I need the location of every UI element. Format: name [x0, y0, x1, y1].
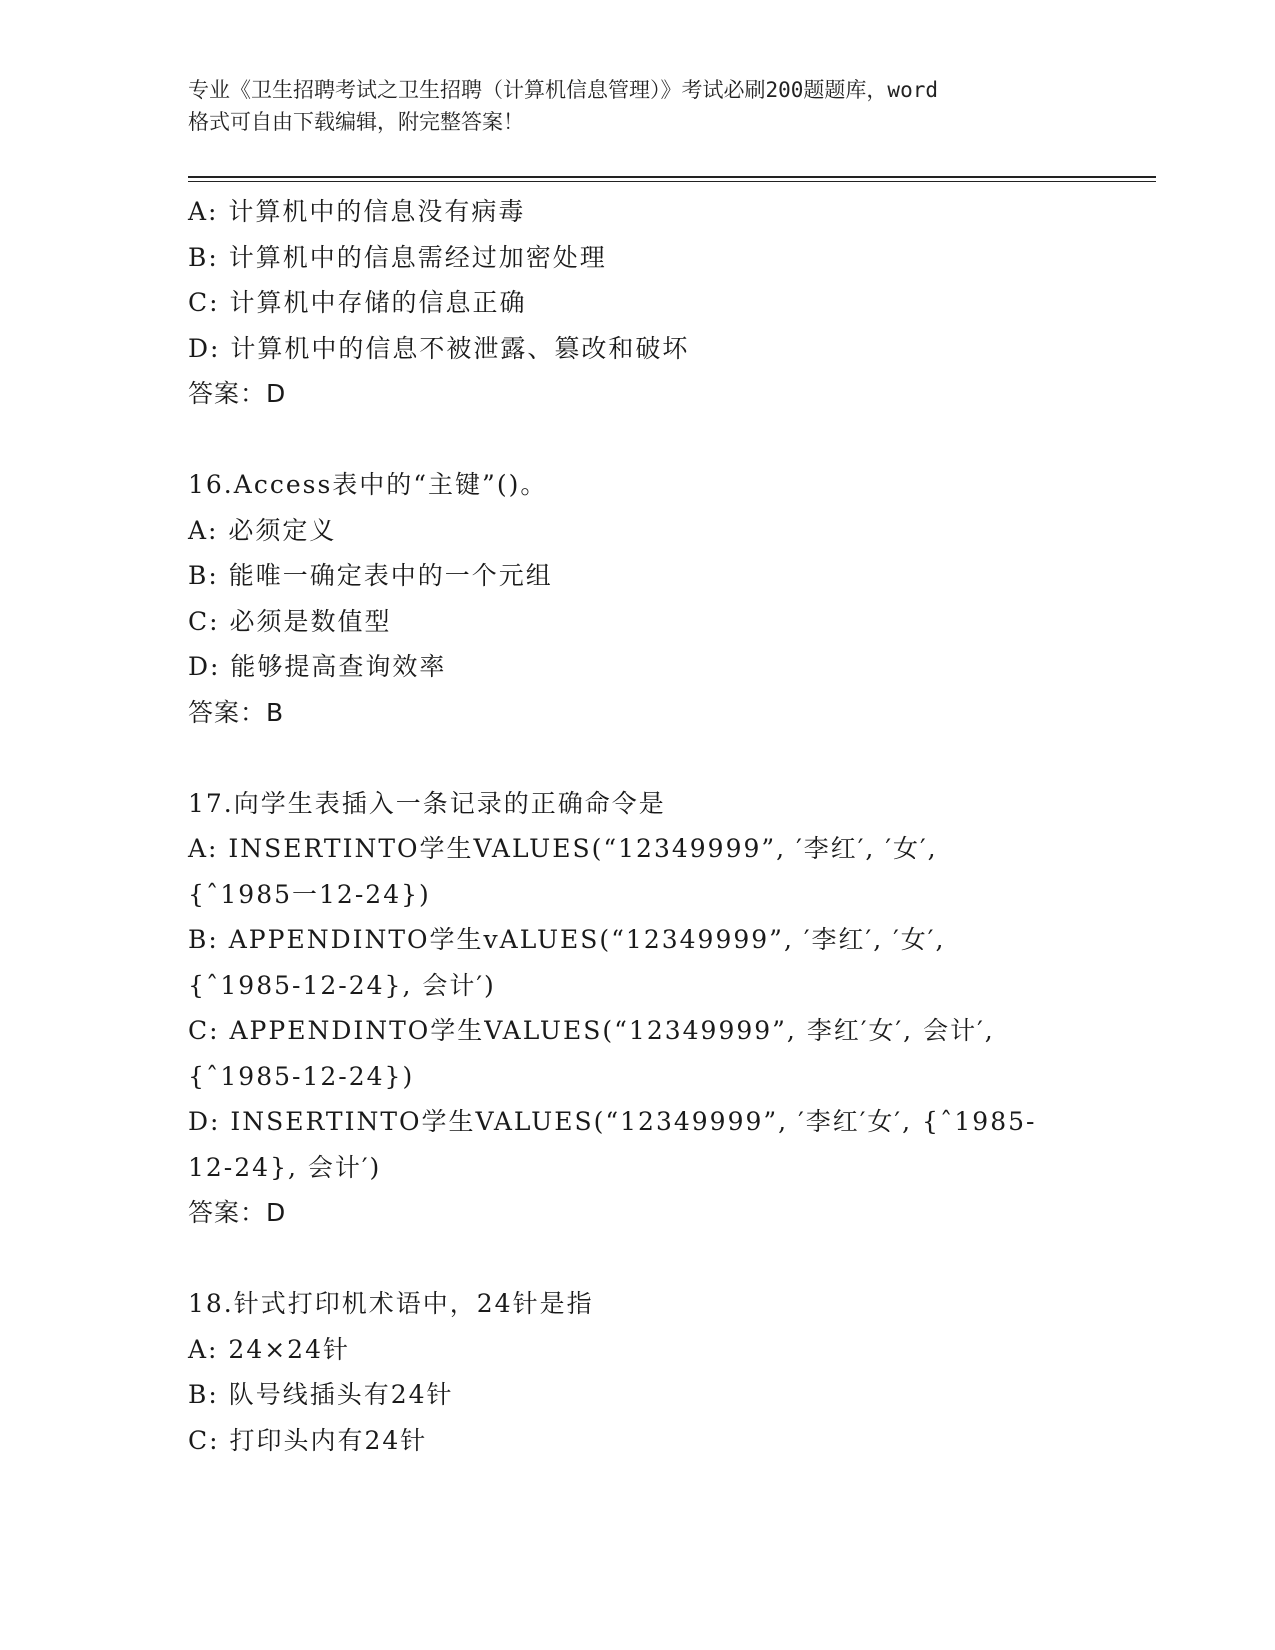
- q17-stem: 17.向学生表插入一条记录的正确命令是: [188, 788, 666, 818]
- q17-option-a-line-1: A: INSERTINTO学生VALUES(“12349999”, ′李红′, ′女′,: [188, 834, 938, 863]
- q17-option-d-line-1: D: INSERTINTO学生VALUES(“12349999”, ′李红′女′, {ˆ1985-: [188, 1107, 1037, 1136]
- header-divider-thin: [188, 181, 1156, 182]
- q17-option-c-line-2: {ˆ1985-12-24}): [188, 1061, 415, 1091]
- q18-option-b: B: 队号线插头有24针: [188, 1380, 454, 1409]
- question-list: [188, 189, 1148, 1463]
- q17-option-b-line-1: B: APPENDINTO学生vALUES(“12349999”, ′李红′, ′女′,: [188, 925, 946, 954]
- q18-option-a: A: 24×24针: [188, 1334, 350, 1364]
- q17-answer: 答案：D: [188, 1198, 287, 1227]
- q18-stem: 18.针式打印机术语中，24针是指: [188, 1289, 594, 1318]
- q15-answer: 答案：D: [188, 379, 287, 408]
- header-divider-thick: [188, 176, 1156, 178]
- spacer: [188, 735, 1148, 781]
- q17-option-d-line-2: 12-24}, 会计′): [188, 1152, 382, 1182]
- q18-option-c: C: 打印头内有24针: [188, 1425, 428, 1455]
- spacer: [188, 1236, 1148, 1282]
- question-16-block: [188, 462, 1148, 735]
- q16-option-b: B: 能唯一确定表中的一个元组: [188, 561, 553, 590]
- question-15-block: [188, 189, 1148, 417]
- q15-option-d: D: 计算机中的信息不被泄露、篡改和破坏: [188, 333, 690, 363]
- q16-option-c: C: 必须是数值型: [188, 606, 392, 636]
- q16-answer: 答案：B: [188, 697, 285, 727]
- document-header: [188, 74, 1108, 138]
- q17-option-b-line-2: {ˆ1985-12-24}, 会计′): [188, 970, 496, 1000]
- question-18-block: [188, 1281, 1148, 1463]
- q16-stem: 16.Access表中的“主键”()。: [188, 470, 548, 499]
- q16-option-a: A: 必须定义: [188, 515, 337, 545]
- q15-option-c: C: 计算机中存储的信息正确: [188, 288, 527, 317]
- header-title-line-2: 格式可自由下载编辑，附完整答案！: [188, 110, 524, 134]
- q17-option-c-line-1: C: APPENDINTO学生VALUES(“12349999”, 李红′女′, 会计′,: [188, 1016, 995, 1045]
- header-title-line-1: 专业《卫生招聘考试之卫生招聘（计算机信息管理）》考试必刷200题题库，word: [188, 78, 938, 102]
- q16-option-d: D: 能够提高查询效率: [188, 652, 447, 681]
- q15-option-a: A: 计算机中的信息没有病毒: [188, 197, 526, 226]
- question-17-block: [188, 781, 1148, 1236]
- q15-option-b: B: 计算机中的信息需经过加密处理: [188, 242, 607, 272]
- q17-option-a-line-2: {ˆ1985一12-24}): [188, 879, 431, 909]
- spacer: [188, 417, 1148, 463]
